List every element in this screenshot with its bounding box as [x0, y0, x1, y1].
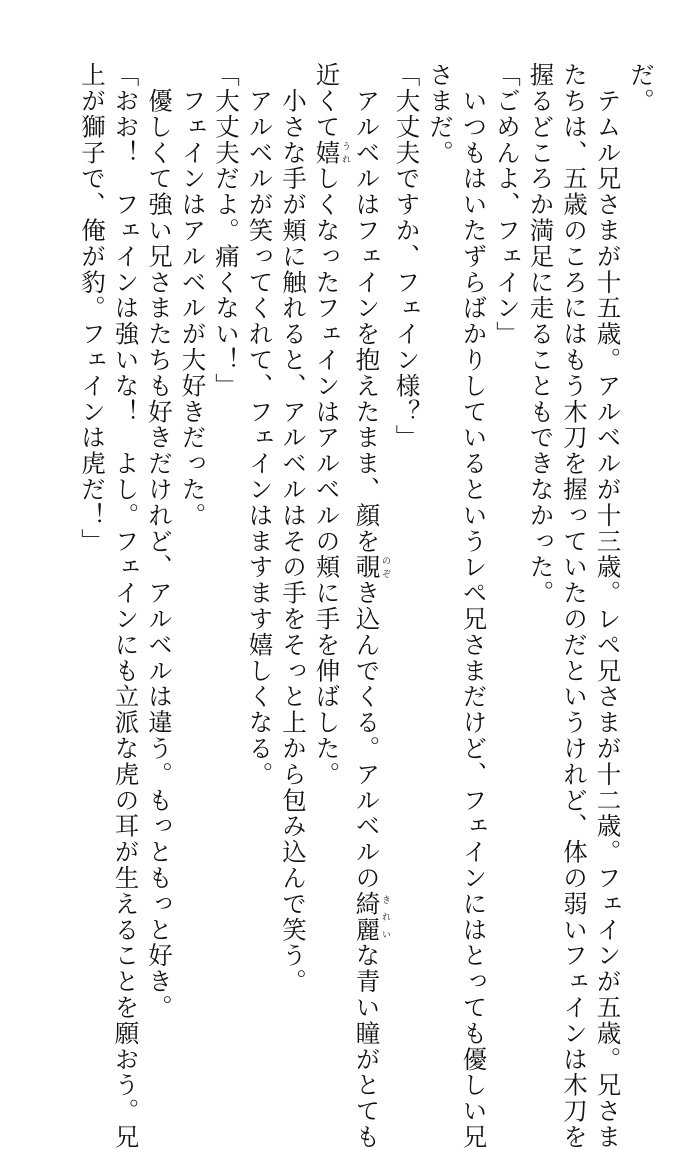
text-line: テムル兄さまが十五歳。アルベルが十三歳。レペ兄さまが十二歳。フェインが五歳。兄さま [593, 62, 623, 1150]
text-line: いつもはいたずらばかりしているというレペ兄さまだけど、フェインにはとっても優しい兄 [459, 62, 489, 1150]
text-line: 上が獅子で、俺が豹。フェインは虎だ！」 [78, 62, 107, 555]
text-segment: き込んでくる。アルベルの [352, 580, 382, 891]
ruby-word [312, 139, 350, 166]
ruby-word [352, 890, 390, 943]
text-line: 「大丈夫ですか、フェイン様？」 [392, 62, 422, 451]
text-line: さまだ。 [426, 62, 455, 166]
text-line-with-ruby [350, 62, 390, 1150]
ruby-reading: うれ [340, 139, 350, 166]
text-line: だ。 [627, 62, 656, 114]
text-line: たちは、五歳のころにはもう木刀を握っていたのだというけれど、体の弱いフェインは木刀を [560, 62, 589, 1150]
ruby-base: 綺麗 [352, 890, 382, 943]
text-segment: 近くて [312, 62, 342, 140]
text-line-with-ruby [310, 62, 350, 967]
text-line: 握るどころか満足に走ることもできなかった。 [526, 62, 556, 606]
text-line: フェインはアルベルが大好きだった。 [178, 62, 208, 529]
text-line: 優しくて強い兄さまたちも好きだけれど、アルベルは違う。もっともっと好き。 [145, 62, 174, 1021]
text-line: 「おお！ フェインは強いな！ よし。フェインにも立派な虎の耳が生えることを願おう。兄 [111, 62, 141, 1150]
text-line: アルベルが笑ってくれて、フェインはますます嬉しくなる。 [245, 62, 275, 788]
ruby-base: 嬉 [312, 139, 342, 166]
text-line: 「大丈夫だよ。痛くない！」 [212, 62, 241, 399]
text-line: 「ごめんよ、フェイン」 [493, 62, 522, 347]
ruby-reading: のぞ [380, 554, 390, 580]
vertical-text-body [76, 62, 659, 1150]
text-segment: しくなったフェインはアルベルの頬に手を伸ばした。 [312, 165, 342, 788]
ruby-reading: きれい [380, 890, 390, 943]
text-line: 小さな手が頬に触れると、アルベルはその手をそっと上から包み込んで笑う。 [279, 62, 308, 995]
text-segment: な青い瞳がとても [352, 942, 382, 1150]
ruby-base: 覗 [352, 554, 382, 581]
text-segment: アルベルはフェインを抱えたまま、顔を [352, 62, 382, 555]
ruby-word [352, 554, 390, 581]
